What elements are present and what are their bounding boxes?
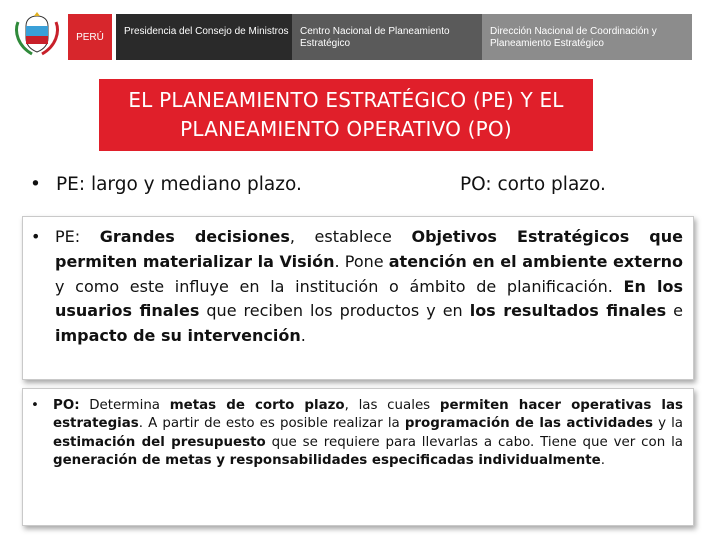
bold-text-run: metas de corto plazo (169, 398, 345, 413)
bold-text-run: atención en el ambiente externo (388, 251, 683, 271)
bold-text-run: programación de las actividades (404, 416, 653, 432)
bullet-symbol: • (30, 174, 41, 195)
text-run: PE: (55, 227, 100, 246)
po-description-box (22, 388, 694, 526)
bold-text-run: PO: (53, 398, 80, 413)
text-run: que se requiere para llevarlas a cabo. Tiene que ver con la (265, 434, 684, 450)
pe-description-text (55, 225, 683, 349)
text-run: que reciben los productos y en (199, 301, 470, 321)
header-segment-pcm: Presidencia del Consejo de Ministros (116, 14, 292, 60)
text-run: e (666, 301, 683, 321)
text-run: Determina (79, 398, 170, 413)
text-run: , establece (289, 227, 412, 246)
bullet-symbol: • (31, 227, 41, 246)
text-run: . (600, 452, 605, 468)
text-run: y la (652, 416, 683, 432)
header-segment-direccion: Dirección Nacional de Coordinación y Planeamiento Estratégico (482, 14, 692, 60)
bold-text-run: Grandes decisiones (99, 227, 290, 246)
header-segment-ceplan: Centro Nacional de Planeamiento Estratégico (292, 14, 482, 60)
bold-text-run: estimación del presupuesto (53, 434, 266, 450)
text-run: . Pone (334, 251, 389, 271)
title-line-2: PLANEAMIENTO OPERATIVO (PO) (180, 117, 512, 141)
bold-text-run: permiten hacer operativas las estrategias (53, 398, 683, 432)
text-run: , las cuales (344, 398, 440, 413)
peru-coat-of-arms-icon (12, 8, 62, 58)
header-bar (0, 0, 720, 62)
text-run: . A partir de esto es posible realizar la (138, 416, 405, 432)
pe-term: PE: largo y mediano plazo. (56, 174, 302, 195)
title-line-1: EL PLANEAMIENTO ESTRATÉGICO (PE) Y EL (128, 88, 564, 112)
bold-text-run: generación de metas y responsabilidades especificadas individualmente (53, 452, 601, 468)
slide-title (99, 79, 593, 151)
bold-text-run: Objetivos Estratégicos que permiten materializar la Visión (55, 227, 684, 271)
bullet-symbol: • (31, 398, 39, 413)
bold-text-run: En los usuarios finales (55, 276, 683, 321)
text-run: . (300, 326, 306, 346)
pe-description-box (22, 216, 694, 380)
po-term: PO: corto plazo. (460, 174, 606, 195)
term-comparison (30, 174, 710, 204)
bold-text-run: impacto de su intervención (55, 326, 301, 346)
bold-text-run: los resultados finales (469, 301, 667, 321)
country-label: PERÚ (68, 14, 112, 60)
text-run: y como este influye en la institución o ámbito de planificación. (55, 276, 624, 296)
po-description-text (53, 397, 683, 470)
